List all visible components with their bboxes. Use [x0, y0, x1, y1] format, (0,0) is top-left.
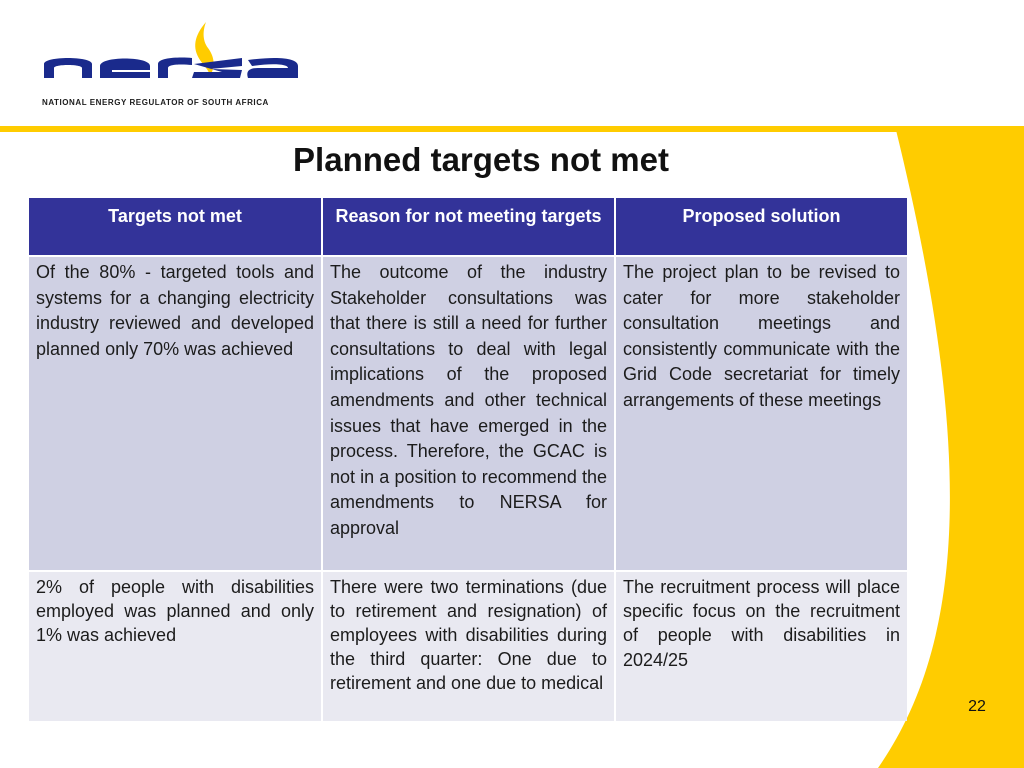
letter-r [158, 58, 192, 78]
table-cell: The recruitment process will place specific focus on the recruitment of people with disabilities in 2024/25 [615, 571, 907, 721]
letter-n-1 [44, 58, 92, 78]
letter-a [247, 58, 298, 78]
page-number: 22 [968, 698, 986, 715]
header-proposed-solution: Proposed solution [615, 198, 907, 256]
targets-table [29, 198, 907, 721]
table-cell: There were two terminations (due to retirement and resignation) of employees with disabilities during the third quarter: One due to retirement and one due to medical [322, 571, 615, 721]
logo-subtitle: NATIONAL ENERGY REGULATOR OF SOUTH AFRICA [42, 98, 269, 107]
letter-e [100, 59, 150, 79]
top-yellow-stripe [0, 126, 1024, 132]
nersa-logo [42, 20, 300, 110]
letter-s [192, 58, 242, 78]
nersa-flame-logo-icon [42, 20, 300, 96]
table-cell: 2% of people with disabilities employed was planned and only 1% was achieved [29, 571, 322, 721]
page-title: Planned targets not met [293, 141, 669, 178]
table-row [29, 571, 907, 721]
header-reason: Reason for not meeting targets [322, 198, 615, 256]
table-cell: The outcome of the industry Stakeholder consultations was that there is still a need for further consultations to deal with legal implications of the proposed amendments and other technical issues that have emerged in the process. Therefore, the GCAC is not in a position to recommend the amendments to NERSA for approval [322, 256, 615, 571]
table-header-row [29, 198, 907, 256]
table-cell: Of the 80% - targeted tools and systems for a changing electricity industry reviewed and developed planned only 70% was achieved [29, 256, 322, 571]
table-cell: The project plan to be revised to cater for more stakeholder consultation meetings and consistently communicate with the Grid Code secretariat for timely arrangements of these meetings [615, 256, 907, 571]
table-row [29, 256, 907, 571]
header-targets-not-met: Targets not met [29, 198, 322, 256]
